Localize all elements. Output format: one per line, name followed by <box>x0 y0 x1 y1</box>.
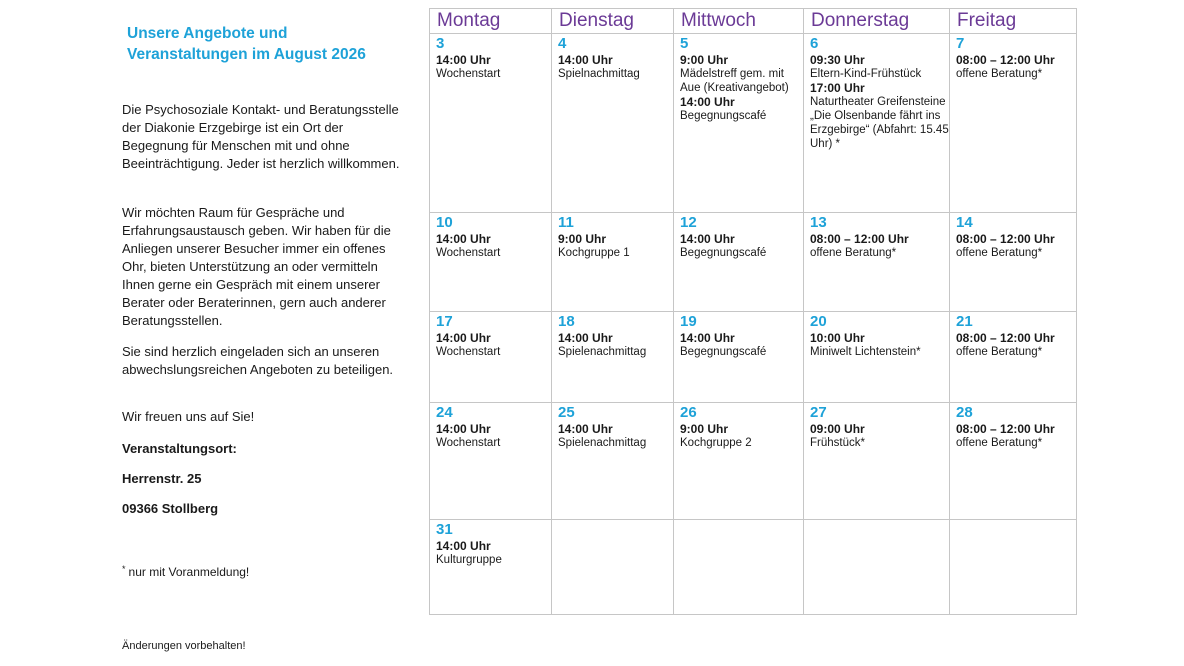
event-time: 9:00 Uhr <box>680 422 729 436</box>
day-number: 26 <box>680 404 697 421</box>
day-number: 20 <box>810 313 827 330</box>
event-time: 08:00 – 12:00 Uhr <box>956 232 1055 246</box>
day-number: 5 <box>680 35 689 52</box>
title-line-2: Veranstaltungen im August 2026 <box>127 46 366 63</box>
calendar-body <box>430 34 1077 615</box>
day-number: 10 <box>436 214 453 231</box>
day-cell-empty <box>804 520 950 615</box>
event-time: 14:00 Uhr <box>436 53 491 67</box>
day-number: 25 <box>558 404 575 421</box>
calendar-week-row <box>430 520 1077 615</box>
day-cell-28 <box>950 403 1077 520</box>
day-number: 4 <box>558 35 567 52</box>
day-cell-6 <box>804 34 950 213</box>
day-number: 7 <box>956 35 965 52</box>
event-description: Begegnungscafé <box>680 247 767 259</box>
event-entry <box>558 232 673 260</box>
day-cell-20 <box>804 312 950 403</box>
event-description: Spielenachmittag <box>558 437 647 449</box>
day-cell-17 <box>430 312 552 403</box>
event-description: Wochenstart <box>436 437 501 449</box>
weekday-header-mittwoch: Mittwoch <box>674 9 804 34</box>
day-number: 12 <box>680 214 697 231</box>
event-entry <box>956 232 1076 260</box>
event-entry <box>810 331 949 359</box>
event-time: 9:00 Uhr <box>680 53 729 67</box>
day-number: 17 <box>436 313 453 330</box>
event-description: Eltern-Kind-Frühstück <box>810 68 922 80</box>
day-number: 11 <box>558 214 574 231</box>
event-description: Wochenstart <box>436 346 501 358</box>
day-cell-13 <box>804 213 950 312</box>
day-cell-18 <box>552 312 674 403</box>
intro-paragraph-1: Die Psychosoziale Kontakt- und Beratungsstelle der Diakonie Erzgebirge ist ein Ort der Begegnung für Menschen mit und ohne Beeinträchtigung. Jeder ist herzlich willkommen. <box>122 102 400 171</box>
day-number: 3 <box>436 35 445 52</box>
event-description: offene Beratung* <box>956 346 1043 358</box>
event-entry <box>680 95 803 123</box>
day-cell-11 <box>552 213 674 312</box>
event-entry <box>436 331 551 359</box>
event-entry <box>956 331 1076 359</box>
info-column <box>0 0 420 666</box>
event-time: 14:00 Uhr <box>680 331 735 345</box>
day-number: 24 <box>436 404 453 421</box>
calendar-week-row <box>430 34 1077 213</box>
day-cell-24 <box>430 403 552 520</box>
day-cell-12 <box>674 213 804 312</box>
event-time: 14:00 Uhr <box>436 232 491 246</box>
day-number: 31 <box>436 521 453 538</box>
event-description: offene Beratung* <box>956 437 1043 449</box>
weekday-header-freitag: Freitag <box>950 9 1077 34</box>
day-cell-19 <box>674 312 804 403</box>
event-entry <box>956 422 1076 450</box>
event-time: 14:00 Uhr <box>558 53 613 67</box>
changes-note: Änderungen vorbehalten! <box>122 640 246 652</box>
day-number: 27 <box>810 404 827 421</box>
event-entry <box>956 53 1076 81</box>
calendar-week-row <box>430 403 1077 520</box>
event-entry <box>680 331 803 359</box>
event-time: 08:00 – 12:00 Uhr <box>956 53 1055 67</box>
event-entry <box>558 53 673 81</box>
event-description: Begegnungscafé <box>680 110 767 122</box>
event-description: Frühstück* <box>810 437 865 449</box>
day-number: 13 <box>810 214 827 231</box>
event-entry <box>436 53 551 81</box>
weekday-header-dienstag: Dienstag <box>552 9 674 34</box>
event-description: Kochgruppe 2 <box>680 437 752 449</box>
event-description: Mädelstreff gem. mit Aue (Kreativangebot) <box>680 68 789 94</box>
weekday-header-row <box>430 9 1077 34</box>
weekday-header-donnerstag: Donnerstag <box>804 9 950 34</box>
event-description: offene Beratung* <box>956 247 1043 259</box>
event-entry <box>680 422 803 450</box>
event-description: Naturtheater Greifensteine „Die Olsenbande fährt ins Erzgebirge“ (Abfahrt: 15.45 Uhr) * <box>810 96 949 150</box>
day-cell-31 <box>430 520 552 615</box>
event-description: Kulturgruppe <box>436 554 502 566</box>
event-description: Spielenachmittag <box>558 346 647 358</box>
event-time: 08:00 – 12:00 Uhr <box>810 232 909 246</box>
day-cell-21 <box>950 312 1077 403</box>
event-time: 14:00 Uhr <box>436 331 491 345</box>
intro-paragraph-2: Wir möchten Raum für Gespräche und Erfahrungsaustausch geben. Wir haben für die Anliegen unserer Besucher immer ein offenes Ohr, bieten Unterstützung an oder vermitteln Ihnen gerne ein Gespräch mit einem unserer Berater oder Beraterinnen, gern auch anderer Beratungsstellen. <box>122 205 391 328</box>
footnote-text: nur mit Voranmeldung! <box>128 565 250 579</box>
event-description: offene Beratung* <box>956 68 1043 80</box>
event-calendar <box>429 8 1077 615</box>
event-entry <box>558 331 673 359</box>
venue-city: 09366 Stollberg <box>122 501 219 516</box>
day-cell-26 <box>674 403 804 520</box>
event-time: 9:00 Uhr <box>558 232 607 246</box>
event-time: 08:00 – 12:00 Uhr <box>956 422 1055 436</box>
event-description: Miniwelt Lichtenstein* <box>810 346 921 358</box>
event-time: 14:00 Uhr <box>680 232 735 246</box>
day-number: 28 <box>956 404 973 421</box>
event-description: offene Beratung* <box>810 247 897 259</box>
page-title <box>127 23 412 65</box>
day-cell-4 <box>552 34 674 213</box>
weekday-header-montag: Montag <box>430 9 552 34</box>
calendar-week-row <box>430 312 1077 403</box>
footnote <box>122 564 249 579</box>
title-line-1: Unsere Angebote und <box>127 25 288 42</box>
event-description: Kochgruppe 1 <box>558 247 630 259</box>
day-cell-14 <box>950 213 1077 312</box>
event-time: 09:30 Uhr <box>810 53 865 67</box>
event-time: 14:00 Uhr <box>558 331 613 345</box>
event-time: 10:00 Uhr <box>810 331 865 345</box>
event-entry <box>436 422 551 450</box>
day-number: 21 <box>956 313 973 330</box>
event-description: Wochenstart <box>436 68 501 80</box>
event-time: 17:00 Uhr <box>810 81 865 95</box>
event-entry <box>810 53 949 81</box>
event-time: 08:00 – 12:00 Uhr <box>956 331 1055 345</box>
intro-paragraph-4: Wir freuen uns auf Sie! <box>122 409 255 424</box>
day-number: 6 <box>810 35 819 52</box>
event-entry <box>436 539 551 567</box>
event-entry <box>810 422 949 450</box>
day-cell-empty <box>674 520 804 615</box>
event-description: Wochenstart <box>436 247 501 259</box>
day-cell-empty <box>950 520 1077 615</box>
day-cell-empty <box>552 520 674 615</box>
venue-label: Veranstaltungsort: <box>122 441 237 456</box>
event-entry <box>810 81 949 151</box>
event-entry <box>436 232 551 260</box>
event-entry <box>680 232 803 260</box>
day-number: 19 <box>680 313 697 330</box>
event-time: 09:00 Uhr <box>810 422 865 436</box>
event-time: 14:00 Uhr <box>680 95 735 109</box>
day-cell-5 <box>674 34 804 213</box>
event-entry <box>558 422 673 450</box>
day-cell-3 <box>430 34 552 213</box>
event-entry <box>810 232 949 260</box>
event-description: Begegnungscafé <box>680 346 767 358</box>
footnote-mark: * <box>122 564 126 574</box>
venue-street: Herrenstr. 25 <box>122 471 202 486</box>
day-cell-25 <box>552 403 674 520</box>
day-cell-10 <box>430 213 552 312</box>
day-number: 18 <box>558 313 575 330</box>
day-cell-27 <box>804 403 950 520</box>
event-description: Spielnachmittag <box>558 68 640 80</box>
calendar-week-row <box>430 213 1077 312</box>
event-time: 14:00 Uhr <box>436 422 491 436</box>
day-cell-7 <box>950 34 1077 213</box>
day-number: 14 <box>956 214 973 231</box>
event-entry <box>680 53 803 95</box>
event-time: 14:00 Uhr <box>558 422 613 436</box>
intro-paragraph-3: Sie sind herzlich eingeladen sich an unseren abwechslungsreichen Angeboten zu beteiligen. <box>122 344 394 377</box>
event-time: 14:00 Uhr <box>436 539 491 553</box>
